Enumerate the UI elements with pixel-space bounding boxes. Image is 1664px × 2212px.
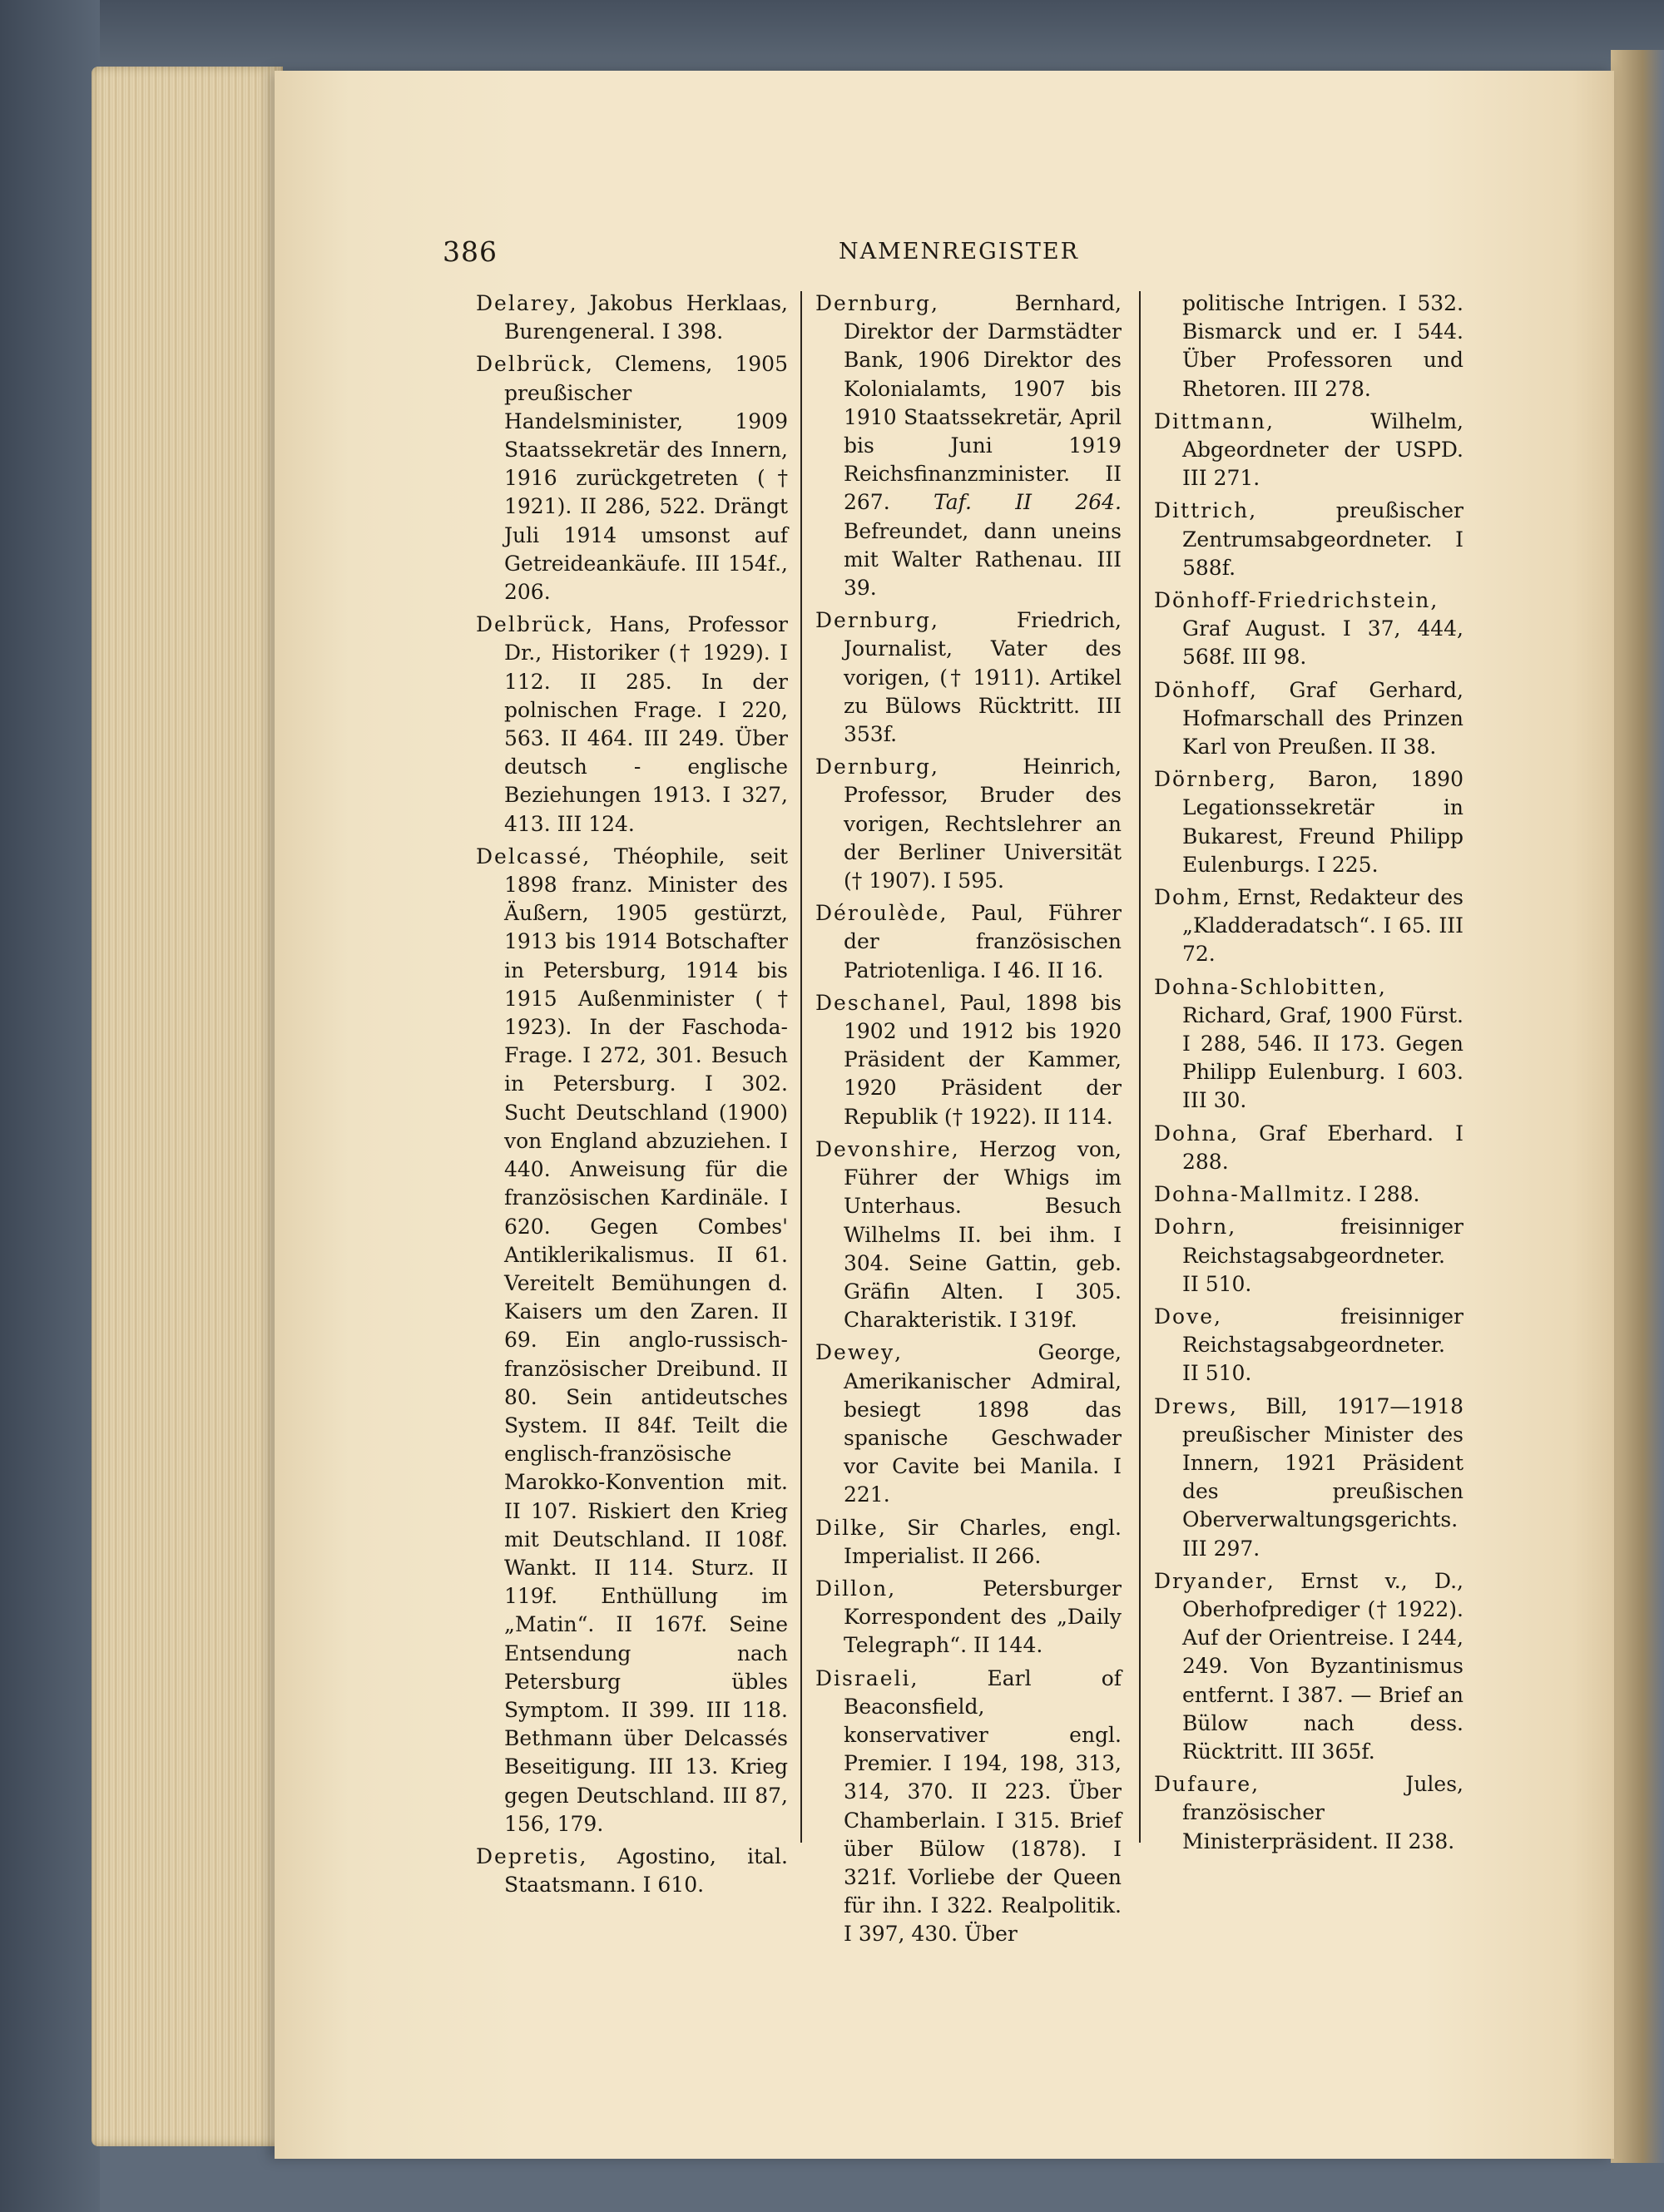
- index-entry: [476, 1843, 788, 1899]
- entry-text: , Earl of Beaconsfield, konservativer engl. Premier. I 194, 198, 313, 314, 370. II 223. Über Chamberlain. I 315. Brief über Bülow (1878). I 321f. Vorliebe der Queen für ihn. I 322. Realpolitik. I 397, 430. Über: [844, 1665, 1122, 1947]
- entry-text: , Sir Charles, engl. Imperialist. II 266.: [844, 1515, 1122, 1568]
- entry-text: , George, Amerikanischer Admiral, besiegt 1898 das spanische Geschwader vor Cavite bei Manila. I 221.: [844, 1340, 1122, 1507]
- index-entry: [1154, 1567, 1463, 1766]
- entry-name: Dohna: [1154, 1121, 1231, 1146]
- entry-text: , Graf Eberhard. I 288.: [1182, 1121, 1463, 1174]
- entry-text: , Heinrich, Professor, Bruder des vorigen, Rechtslehrer an der Berliner Universität († 1907). I 595.: [844, 755, 1122, 893]
- entry-text: , Wilhelm, Abgeordneter der USPD. III 271.: [1182, 408, 1463, 491]
- entry-name: Depretis: [476, 1843, 580, 1868]
- index-entry: [1154, 408, 1463, 493]
- index-entry: [1154, 1303, 1463, 1388]
- index-entry: [1154, 1393, 1463, 1563]
- entry-name: Delarey: [476, 291, 570, 315]
- entry-text: , Graf August. I 37, 444, 568f. III 98.: [1182, 588, 1463, 670]
- page-number: 386: [443, 235, 498, 268]
- entry-name: Drews: [1154, 1393, 1231, 1418]
- index-column-3: [1154, 289, 1463, 1853]
- entry-name: Dohrn: [1154, 1215, 1229, 1240]
- entry-text: , freisinniger Reichstagsabgeordneter. II 510.: [1182, 1304, 1463, 1386]
- entry-text-after: Befreundet, dann uneins mit Walter Rathenau. III 39.: [844, 518, 1122, 601]
- entry-name: Delcassé: [476, 844, 583, 868]
- entry-name: Dönhoff-Friedrichstein: [1154, 588, 1431, 613]
- entry-text: , Friedrich, Journalist, Vater des vorigen, († 1911). Artikel zu Bülows Rücktritt. III 353f.: [844, 608, 1122, 747]
- index-entry: [815, 1514, 1122, 1571]
- entry-text: , Théophile, seit 1898 franz. Minister des Äußern, 1905 gestürzt, 1913 bis 1914 Botschafter in Petersburg, 1914 bis 1915 Außenminister († 1923). In der Faschoda-Frage. I 272, 301. Besuch in Petersburg. I 302. Sucht Deutschland (1900) von England abzuziehen. I 440. Anweisung für die französischen Kardinäle. I 620. Gegen Combes' Antiklerikalismus. II 61. Vereitelt Bemühungen d. Kaisers um den Zaren. II 69. Ein anglo-russisch-französischer Dreibund. II 80. Sein antideutsches System. II 84f. Teilt die englisch-französische Marokko-Konvention mit. II 107. Riskiert den Krieg mit Deutschland. II 108f. Wankt. II 114. Sturz. II 119f. Enthüllung im „Matin“. II 167f. Seine Entsendung nach Petersburg übles Symptom. II 399. III 118. Bethmann über Delcassés Beseitigung. III 13. Krieg gegen Deutschland. III 87, 156, 179.: [504, 844, 788, 1836]
- page-header: [443, 235, 1358, 277]
- entry-text: , Ernst, Redakteur des „Kladderadatsch“. I 65. III 72.: [1182, 885, 1463, 967]
- entry-name: Dönhoff: [1154, 677, 1250, 702]
- entry-text: , Paul, Führer der französischen Patriotenliga. I 46. II 16.: [844, 901, 1122, 982]
- index-entry: [815, 1665, 1122, 1949]
- entry-name: Dillon: [815, 1576, 889, 1601]
- index-column-1: [476, 289, 788, 1898]
- book-cover-spine: [0, 0, 100, 2212]
- entry-text: , Jakobus Herklaas, Burengeneral. I 398.: [504, 291, 788, 344]
- entry-name: Dryander: [1154, 1568, 1267, 1593]
- entry-text: , Ernst v., D., Oberhofprediger († 1922). Auf der Orientreise. I 244, 249. Von Byzantinismus entfernt. I 387. — Brief an Bülow nach dess. Rücktritt. III 365f.: [1182, 1568, 1463, 1764]
- entry-name: Dohna-Schlobitten: [1154, 974, 1379, 999]
- index-entry: [1154, 765, 1463, 879]
- entry-name: Dohm: [1154, 885, 1223, 910]
- index-entry: [815, 1136, 1122, 1334]
- index-entry: [815, 1575, 1122, 1660]
- entry-text: , Jules, französischer Ministerpräsident. II 238.: [1182, 1772, 1463, 1853]
- column-divider: [1139, 291, 1141, 1843]
- index-entry: [1154, 1120, 1463, 1176]
- index-entry: [815, 989, 1122, 1131]
- index-entry: [815, 289, 1122, 602]
- entry-name: Dernburg: [815, 608, 931, 633]
- entry-name: Deschanel: [815, 990, 940, 1015]
- page-stack-edge: [92, 67, 283, 2146]
- entry-name: Dilke: [815, 1515, 879, 1540]
- index-column-2: [815, 289, 1122, 1947]
- entry-name: Disraeli: [815, 1665, 911, 1690]
- index-entry: [1154, 1213, 1463, 1299]
- entry-continuation: politische Intrigen. I 532. Bismarck und er. I 544. Über Professoren und Rhetoren. III 278.: [1182, 291, 1463, 401]
- index-entry: [476, 611, 788, 839]
- entry-name: Dernburg: [815, 291, 931, 315]
- entry-name: Devonshire: [815, 1136, 952, 1161]
- index-entry: [1154, 1180, 1463, 1209]
- index-entry: [476, 289, 788, 346]
- entry-text: , Hans, Professor Dr., Historiker († 1929). I 112. II 285. In der polnischen Frage. I 220, 563. II 464. III 249. Über deutsch - englische Beziehungen 1913. I 327, 413. III 124.: [504, 612, 788, 836]
- entry-name: Dittrich: [1154, 498, 1250, 523]
- index-entry: [815, 899, 1122, 985]
- entry-text: , Clemens, 1905 preußischer Handelsminister, 1909 Staatssekretär des Innern, 1916 zurückgetreten († 1921). II 286, 522. Drängt Juli 1914 umsonst auf Getreideankäufe. III 154f., 206.: [504, 352, 788, 605]
- running-title: NAMENREGISTER: [839, 239, 1079, 265]
- index-entry: [815, 1339, 1122, 1509]
- index-entry: [815, 606, 1122, 749]
- entry-text: , Bernhard, Direktor der Darmstädter Bank, 1906 Direktor des Kolonialamts, 1907 bis 1910 Staatssekretär, April bis Juni 1919 Reichsfinanzminister. II 267.: [844, 291, 1122, 515]
- right-page-edge: [1611, 50, 1664, 2163]
- entry-text: , Paul, 1898 bis 1902 und 1912 bis 1920 Präsident der Kammer, 1920 Präsident der Republik († 1922). II 114.: [844, 990, 1122, 1129]
- entry-text: , Agostino, ital. Staatsmann. I 610.: [504, 1843, 788, 1898]
- entry-text: , preußischer Zentrumsabgeordneter. I 588f.: [1182, 498, 1463, 580]
- entry-name: Delbrück: [476, 612, 587, 637]
- index-entry: [815, 753, 1122, 895]
- entry-text: , Herzog von, Führer der Whigs im Unterhaus. Besuch Wilhelms II. bei ihm. I 304. Seine Gattin, geb. Gräfin Alten. I 305. Charakteristik. I 319f.: [844, 1136, 1122, 1333]
- index-entry: [1154, 676, 1463, 762]
- index-entry: [1154, 497, 1463, 582]
- entry-name: Dohna-Mallmitz: [1154, 1182, 1346, 1207]
- entry-text: , Petersburger Korrespondent des „Daily Telegraph“. II 144.: [844, 1576, 1122, 1658]
- entry-name: Dittmann: [1154, 408, 1266, 433]
- entry-name: Dernburg: [815, 755, 931, 779]
- index-entry: [476, 843, 788, 1838]
- column-divider: [800, 291, 802, 1843]
- entry-text: , Richard, Graf, 1900 Fürst. I 288, 546. II 173. Gegen Philipp Eulenburg. I 603. III 30.: [1182, 974, 1463, 1113]
- entry-name: Dove: [1154, 1304, 1215, 1329]
- entry-name: Déroulède: [815, 901, 940, 926]
- entry-name: Dörnberg: [1154, 767, 1269, 792]
- entry-name: Delbrück: [476, 352, 587, 377]
- entry-name: Dewey: [815, 1340, 895, 1365]
- index-entry: [1154, 586, 1463, 672]
- entry-text: , Graf Gerhard, Hofmarschall des Prinzen Karl von Preußen. II 38.: [1182, 677, 1463, 760]
- entry-text: . I 288.: [1345, 1182, 1420, 1207]
- index-entry: [1154, 1770, 1463, 1856]
- index-entry: [1154, 883, 1463, 969]
- index-entry: [476, 350, 788, 606]
- index-entry: [1154, 973, 1463, 1116]
- entry-text: , freisinniger Reichstagsabgeordneter. II 510.: [1182, 1215, 1463, 1296]
- entry-text: , Bill, 1917—1918 preußischer Minister des Innern, 1921 Präsident des preußischen Oberverwaltungsgerichts. III 297.: [1182, 1393, 1463, 1561]
- entry-name: Dufaure: [1154, 1772, 1252, 1797]
- entry-italic-ref: Taf. II 264.: [934, 490, 1122, 515]
- entry-text: , Baron, 1890 Legationssekretär in Bukarest, Freund Philipp Eulenburgs. I 225.: [1182, 767, 1463, 877]
